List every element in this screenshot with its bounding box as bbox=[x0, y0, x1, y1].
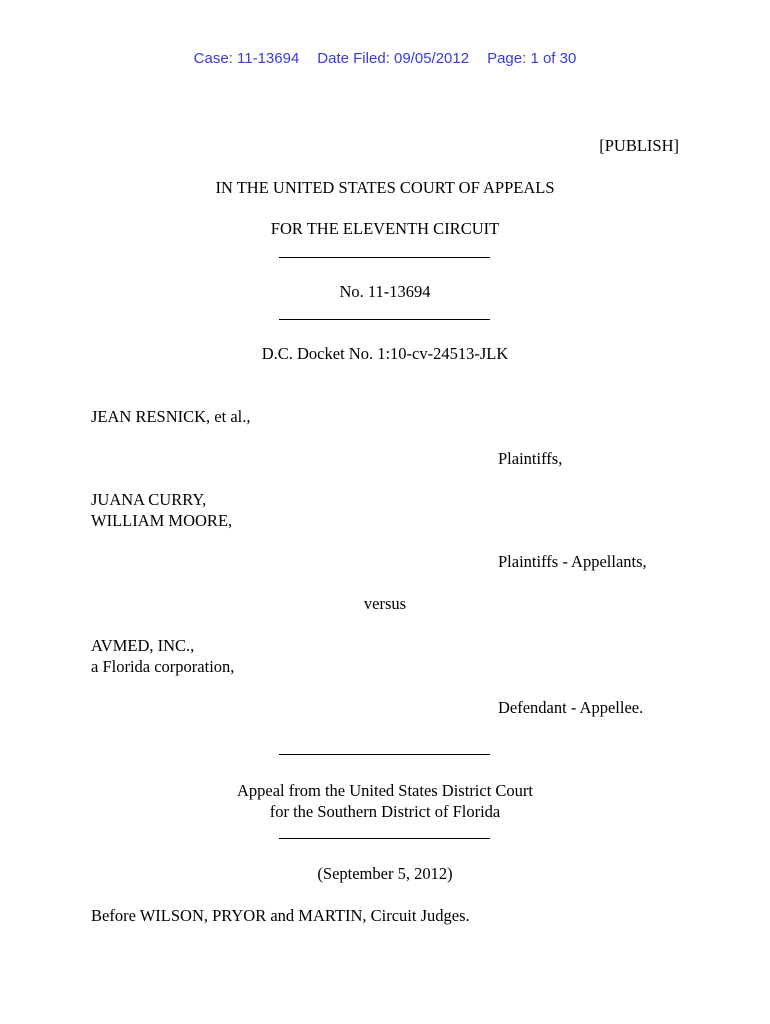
party-name: AVMED, INC., bbox=[91, 636, 195, 655]
appeal-origin: Appeal from the United States District Court bbox=[236, 781, 534, 800]
party-name: JUANA CURRY, bbox=[91, 490, 207, 509]
filing-header bbox=[0, 50, 770, 67]
party-name: JEAN RESNICK, et al., bbox=[91, 407, 251, 426]
party-role: Plaintiffs, bbox=[498, 449, 563, 468]
circuit-name: FOR THE ELEVENTH CIRCUIT bbox=[270, 219, 500, 238]
page-count-header: Page: 1 of 30 bbox=[487, 50, 577, 67]
party-name: WILLIAM MOORE, bbox=[91, 511, 233, 530]
date-filed-header: Date Filed: 09/05/2012 bbox=[317, 50, 470, 67]
court-name: IN THE UNITED STATES COURT OF APPEALS bbox=[215, 178, 555, 197]
party-role: Defendant - Appellee. bbox=[498, 698, 644, 717]
versus-label: versus bbox=[363, 594, 407, 613]
party-name: a Florida corporation, bbox=[91, 657, 235, 676]
party-role: Plaintiffs - Appellants, bbox=[498, 552, 647, 571]
case-number: No. 11-13694 bbox=[339, 282, 431, 301]
separator-rule bbox=[279, 838, 490, 839]
separator-rule bbox=[279, 754, 490, 755]
publish-tag: [PUBLISH] bbox=[599, 136, 679, 155]
docket-number: D.C. Docket No. 1:10-cv-24513-JLK bbox=[261, 344, 509, 363]
case-number-header: Case: 11-13694 bbox=[193, 50, 300, 67]
separator-rule bbox=[279, 257, 490, 258]
appeal-district: for the Southern District of Florida bbox=[269, 802, 501, 821]
separator-rule bbox=[279, 319, 490, 320]
judges-panel: Before WILSON, PRYOR and MARTIN, Circuit Judges. bbox=[91, 906, 470, 925]
decision-date: (September 5, 2012) bbox=[317, 864, 453, 883]
